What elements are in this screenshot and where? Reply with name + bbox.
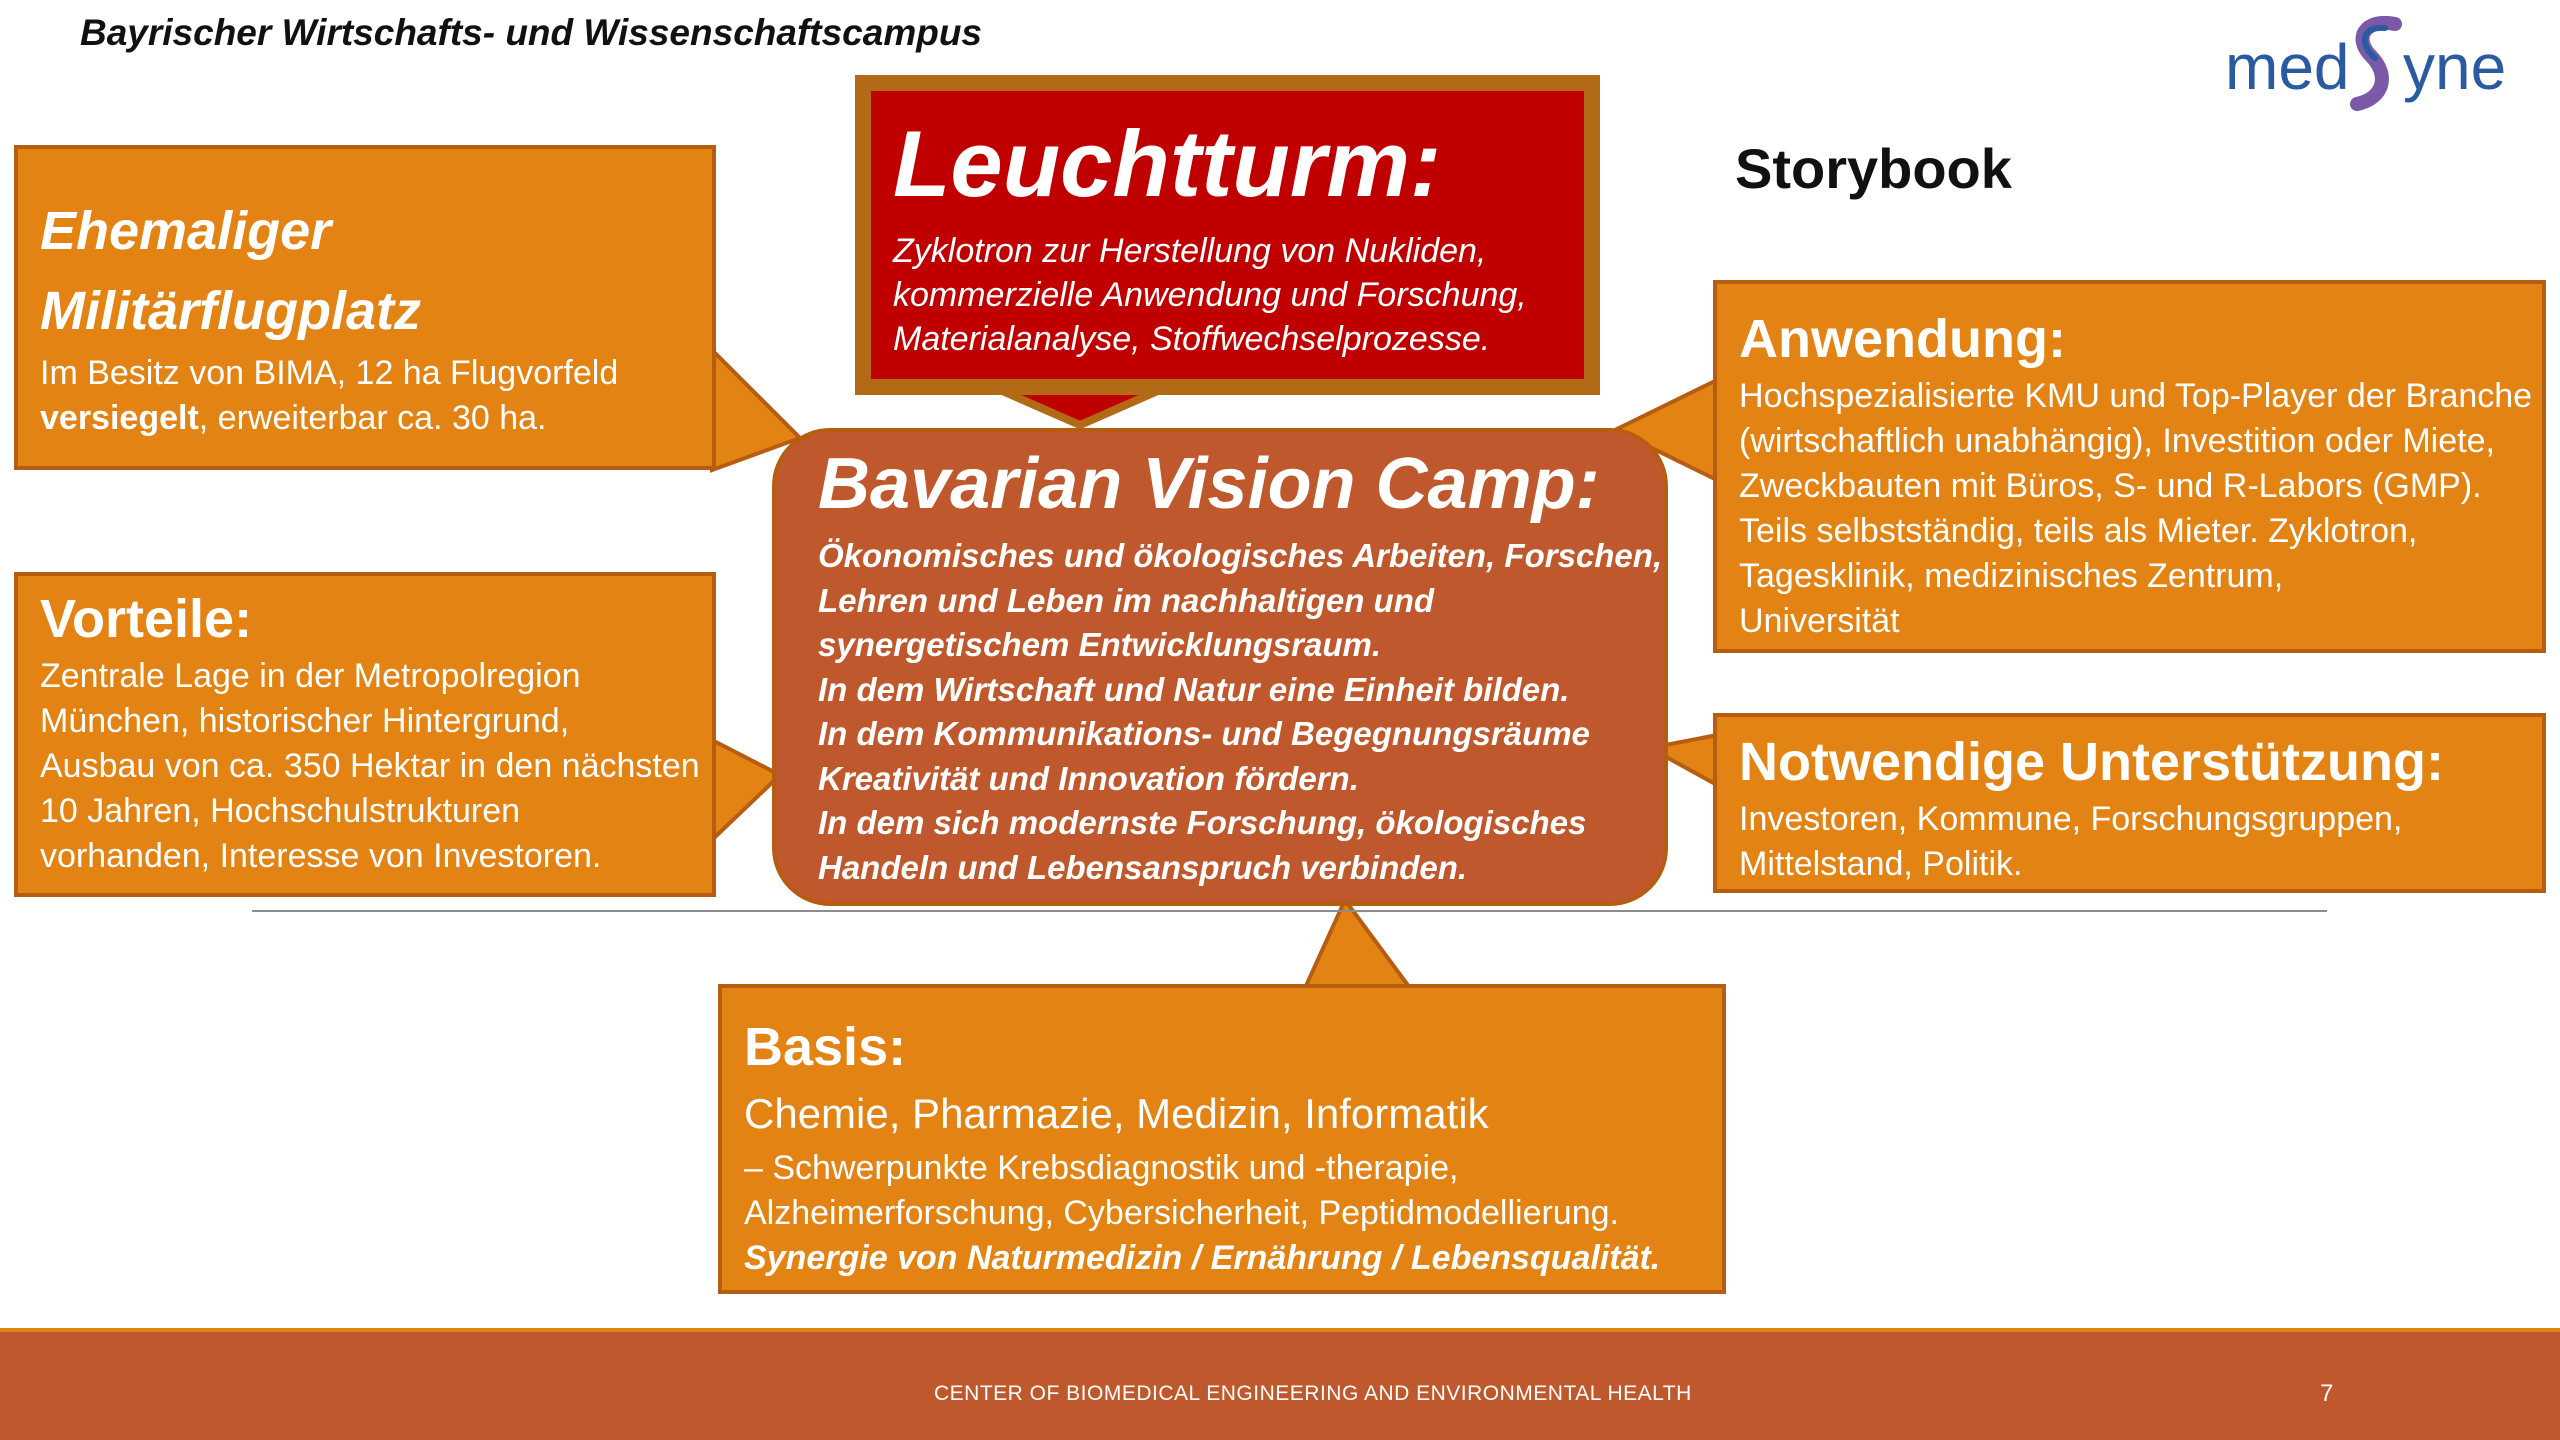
unterstuetzung-box bbox=[1713, 713, 2546, 893]
unterstuetzung-line: Investoren, Kommune, Forschungsgruppen, bbox=[1739, 800, 2403, 838]
vorteile-line: München, historischer Hintergrund, bbox=[40, 702, 570, 740]
vorteile-heading: Vorteile: bbox=[40, 589, 253, 649]
flugplatz-line bbox=[40, 396, 712, 441]
flugplatz-line: Im Besitz von BIMA, 12 ha Flugvorfeld bbox=[40, 354, 619, 392]
anwendung-line: Teils selbstständig, teils als Mieter. Zyklotron, bbox=[1739, 512, 2418, 550]
vorteile-line: Zentrale Lage in der Metropolregion bbox=[40, 657, 581, 695]
anwendung-heading: Anwendung: bbox=[1739, 309, 2066, 369]
vorteile-callout-tail bbox=[712, 740, 780, 840]
flugplatz-heading-line: Ehemaliger bbox=[40, 201, 332, 261]
logo-text-yne: yne bbox=[2403, 31, 2507, 103]
footer-text: CENTER OF BIOMEDICAL ENGINEERING AND ENVIRONMENTAL HEALTH bbox=[934, 1382, 1692, 1405]
bvc-heading: Bavarian Vision Camp: bbox=[818, 444, 1600, 524]
basis-italic-line: Synergie von Naturmedizin / Ernährung / Lebensqualität. bbox=[744, 1239, 1661, 1277]
bvc-line: synergetischem Entwicklungsraum. bbox=[818, 626, 1382, 663]
anwendung-line: Zweckbauten mit Büros, S- und R-Labors (GMP). bbox=[1739, 467, 2482, 505]
basis-box bbox=[718, 984, 1726, 1294]
anwendung-line: (wirtschaftlich unabhängig), Investition oder Miete, bbox=[1739, 422, 2495, 460]
basis-callout-tail bbox=[1305, 900, 1410, 988]
basis-line: Alzheimerforschung, Cybersicherheit, Peptidmodellierung. bbox=[744, 1194, 1619, 1232]
flugplatz-box bbox=[14, 145, 716, 470]
bvc-line: In dem Wirtschaft und Natur eine Einheit bilden. bbox=[818, 670, 1570, 708]
leuchtturm-heading: Leuchtturm: bbox=[893, 111, 1442, 216]
anwendung-line: Tagesklinik, medizinisches Zentrum, bbox=[1739, 557, 2284, 595]
leuchtturm-line: Zyklotron zur Herstellung von Nukliden, bbox=[893, 232, 1487, 270]
leuchtturm-line: kommerzielle Anwendung und Forschung, bbox=[893, 276, 1527, 314]
anwendung-line: Hochspezialisierte KMU und Top-Player der Branche bbox=[1739, 377, 2533, 415]
bvc-line: Kreativität und Innovation fördern. bbox=[818, 759, 1359, 797]
logo-text-med: med bbox=[2225, 31, 2350, 103]
anwendung-line: Universität bbox=[1739, 602, 1900, 640]
flugplatz-heading-line: Militärflugplatz bbox=[40, 281, 421, 341]
storybook-label: Storybook bbox=[1735, 137, 2012, 200]
leuchtturm-line: Materialanalyse, Stoffwechselprozesse. bbox=[893, 320, 1491, 358]
leuchtturm-box bbox=[855, 75, 1600, 395]
bvc-line: Lehren und Leben im nachhaltigen und bbox=[818, 581, 1435, 619]
basis-line: – Schwerpunkte Krebsdiagnostik und -therapie, bbox=[744, 1149, 1459, 1187]
logo-s-icon bbox=[2345, 16, 2409, 112]
vorteile-line: 10 Jahren, Hochschulstrukturen bbox=[40, 792, 521, 830]
unterstuetzung-heading: Notwendige Unterstützung: bbox=[1739, 732, 2444, 792]
vorteile-box bbox=[14, 572, 716, 897]
flugplatz-bold-word: versiegelt bbox=[40, 399, 199, 437]
bavarian-vision-camp-box bbox=[772, 428, 1668, 906]
anwendung-box bbox=[1713, 280, 2546, 653]
flugplatz-line-rest: , erweiterbar ca. 30 ha. bbox=[198, 399, 547, 437]
bvc-line: Ökonomisches und ökologisches Arbeiten, Forschen, bbox=[818, 537, 1663, 574]
page-number: 7 bbox=[2320, 1380, 2334, 1407]
basis-subheading: Chemie, Pharmazie, Medizin, Informatik bbox=[744, 1090, 1489, 1137]
vorteile-line: vorhanden, Interesse von Investoren. bbox=[40, 837, 602, 875]
unterstuetzung-line: Mittelstand, Politik. bbox=[1739, 845, 2023, 883]
header-title: Bayrischer Wirtschafts- und Wissenschaftscampus bbox=[80, 12, 983, 53]
vorteile-line: Ausbau von ca. 350 Hektar in den nächsten bbox=[40, 747, 700, 785]
basis-heading: Basis: bbox=[744, 1017, 907, 1077]
leuchtturm-callout-tail bbox=[1000, 390, 1160, 425]
bvc-line: Handeln und Lebensanspruch verbinden. bbox=[818, 848, 1468, 886]
medsyne-logo bbox=[2225, 16, 2515, 112]
bvc-line: In dem sich modernste Forschung, ökologisches bbox=[818, 804, 1587, 841]
bvc-line: In dem Kommunikations- und Begegnungsräume bbox=[818, 715, 1590, 752]
divider-line bbox=[252, 910, 2327, 912]
